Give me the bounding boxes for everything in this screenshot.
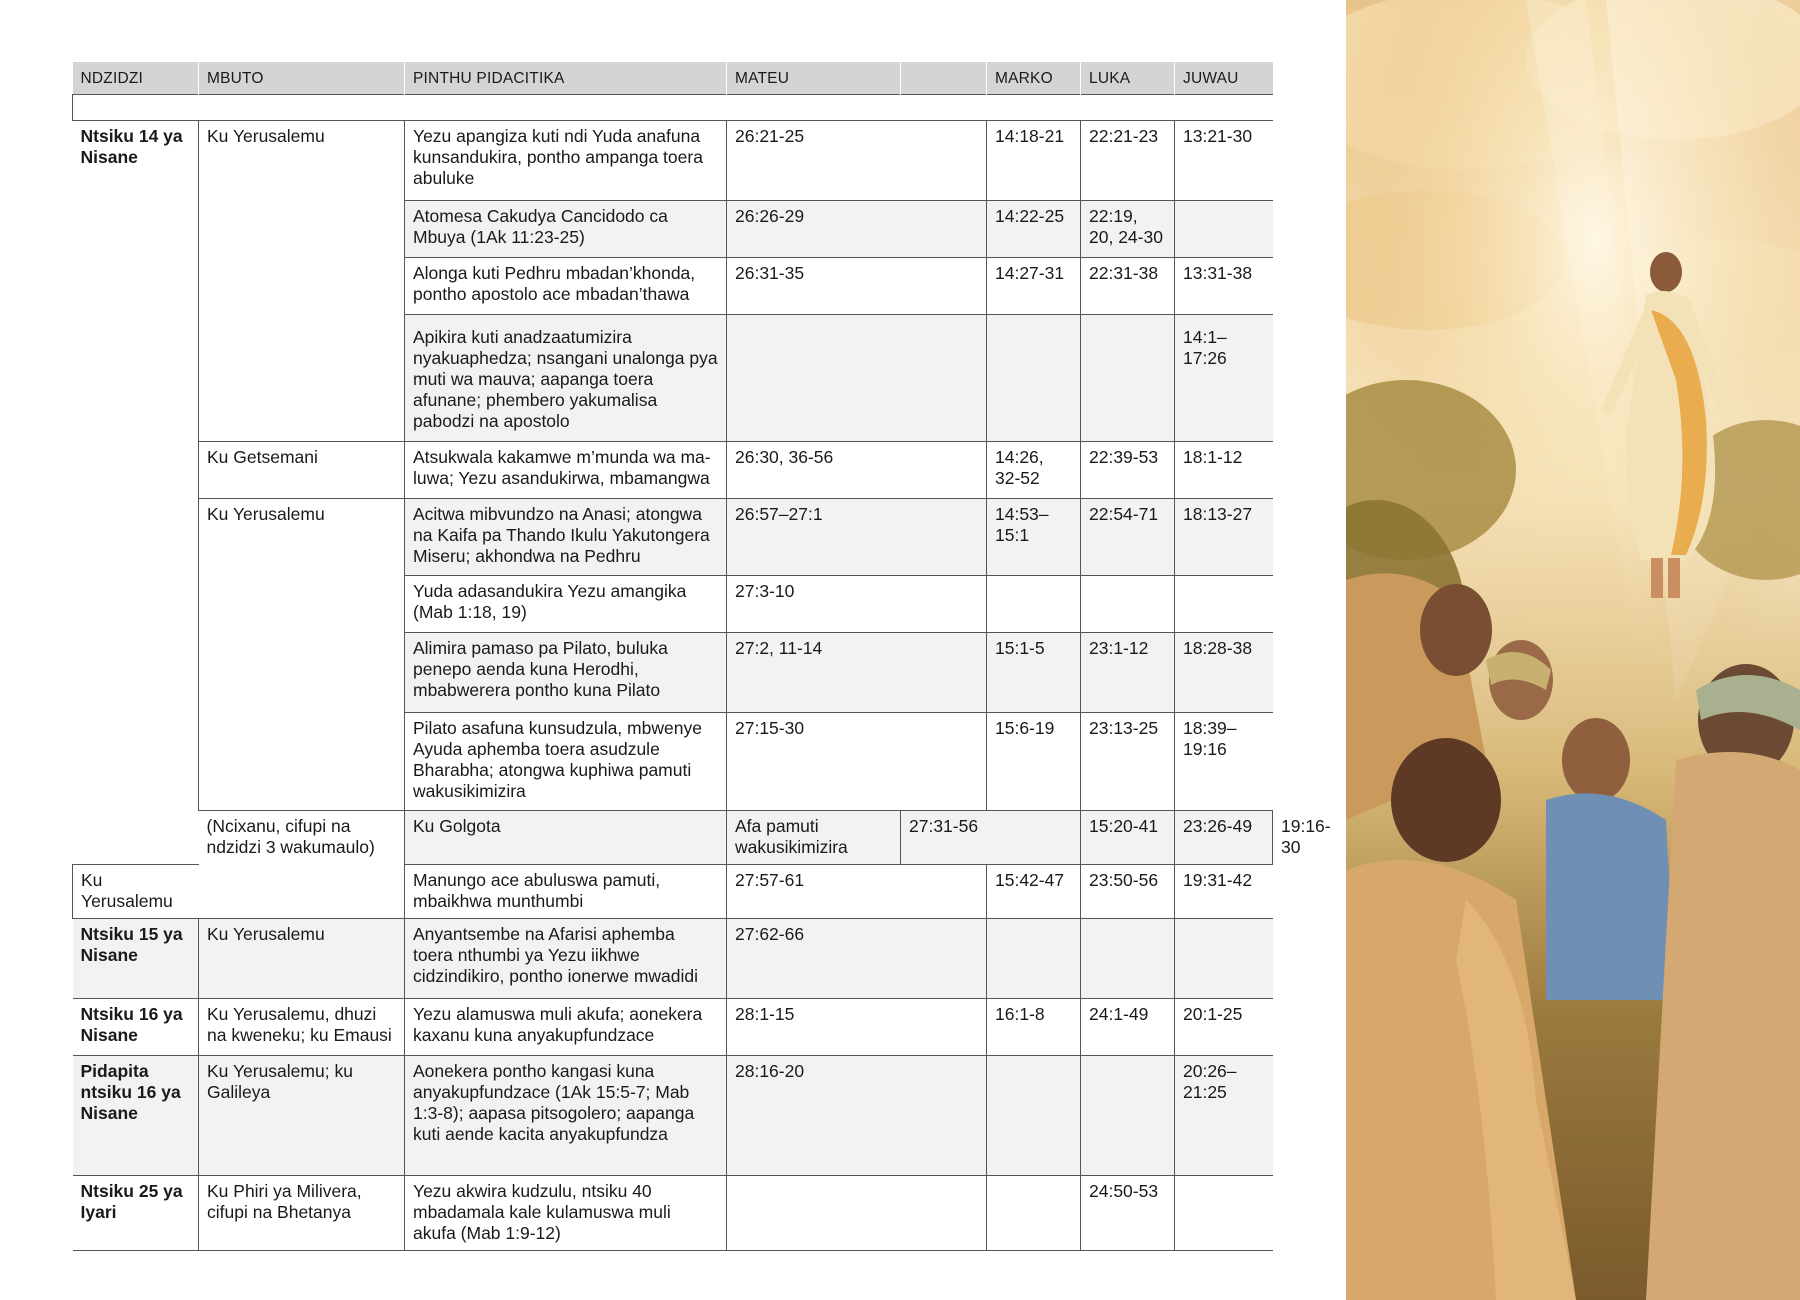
juwau-cell (1175, 201, 1273, 258)
luka-cell: 22:19, 20, 24-30 (1081, 201, 1175, 258)
juwau-cell: 20:26–21:25 (1175, 1056, 1273, 1176)
table-row (73, 1176, 1273, 1251)
juwau-cell (1175, 1176, 1273, 1251)
juwau-cell: 19:31-42 (1175, 865, 1273, 919)
event-cell: Alonga kuti Pedhru mbadan’khonda, pontho apostolo ace mbadan’thawa (405, 258, 727, 315)
luka-cell: 23:1-12 (1081, 633, 1175, 713)
mateu-cell: 27:31-56 (901, 811, 1081, 865)
place-cell: Ku Yerusalemu (73, 865, 199, 919)
event-cell: Alimira pamaso pa Pilato, buluka penepo aenda kuna Herodhi, mbabwerera pontho kuna Pilato (405, 633, 727, 713)
mateu-cell: 26:21-25 (727, 121, 987, 201)
event-cell: Atsukwala kakamwe m’munda wa ma-luwa; Yezu asandukirwa, mbamangwa (405, 442, 727, 499)
luka-cell (1081, 576, 1175, 633)
marko-cell: 15:1-5 (987, 633, 1081, 713)
mateu-cell (727, 315, 987, 442)
mateu-cell: 26:31-35 (727, 258, 987, 315)
event-cell: Manungo ace abuluswa pamuti, mbaikhwa munthumbi (405, 865, 727, 919)
marko-cell: 14:18-21 (987, 121, 1081, 201)
place-cell: Ku Golgota (405, 811, 727, 865)
juwau-cell: 13:31-38 (1175, 258, 1273, 315)
juwau-cell: 18:28-38 (1175, 633, 1273, 713)
event-cell: Anyantsembe na Afarisi aphemba toera nthumbi ya Yezu iikhwe cidzindikiro, pontho ionerwe mwadidi (405, 919, 727, 999)
day-cell: Ntsiku 16 ya Nisane (73, 999, 199, 1056)
juwau-cell (1175, 576, 1273, 633)
day-cell: Ntsiku 15 ya Nisane (73, 919, 199, 999)
place-cell: Ku Yerusalemu (199, 919, 405, 999)
mateu-cell: 27:3-10 (727, 576, 987, 633)
event-cell: Acitwa mibvundzo na Anasi; atongwa na Kaifa pa Thando Ikulu Yakutongera Miseru; akhondwa na Pedhru (405, 499, 727, 576)
place-cell: Ku Yerusalemu (199, 121, 405, 442)
juwau-cell: 13:21-30 (1175, 121, 1273, 201)
event-cell: Afa pamuti wakusikimizira (727, 811, 901, 865)
table-header-row (73, 62, 1273, 95)
table-row (73, 442, 1273, 499)
marko-cell (987, 1056, 1081, 1176)
marko-cell: 15:6-19 (987, 713, 1081, 811)
marko-cell: 14:27-31 (987, 258, 1081, 315)
event-cell: Apikira kuti anadzaatumizira nyakuaphedza; nsangani unalonga pya muti wa mauva; aapanga toera afunane; phembero yakumalisa pabodzi na apostolo (405, 315, 727, 442)
day-cell-blank (73, 442, 199, 865)
mateu-cell: 27:2, 11-14 (727, 633, 987, 713)
gospel-harmony-table (72, 62, 1331, 1251)
table-row (73, 121, 1273, 201)
jesus-ascending-with-disciples-illustration (1346, 0, 1800, 1300)
mateu-cell: 27:62-66 (727, 919, 987, 999)
marko-cell: 14:22-25 (987, 201, 1081, 258)
juwau-cell: 18:1-12 (1175, 442, 1273, 499)
mateu-cell: 27:15-30 (727, 713, 987, 811)
header-mbuto: MBUTO (199, 62, 405, 95)
marko-cell: 14:26, 32-52 (987, 442, 1081, 499)
juwau-cell: 20:1-25 (1175, 999, 1273, 1056)
mateu-cell: 28:1-15 (727, 999, 987, 1056)
event-cell: Yuda adasandukira Yezu amangika (Mab 1:18, 19) (405, 576, 727, 633)
event-cell: Pilato asafuna kunsudzula, mbwenye Ayuda aphemba toera asudzule Bharabha; atongwa kuphiwa pamuti wakusikimizira (405, 713, 727, 811)
mateu-cell (727, 1176, 987, 1251)
day-cell: Ntsiku 14 ya Nisane (73, 121, 199, 442)
luka-cell (1081, 919, 1175, 999)
marko-cell: 15:42-47 (987, 865, 1081, 919)
mateu-cell: 26:57–27:1 (727, 499, 987, 576)
place-cell: Ku Phiri ya Milivera, cifupi na Bhetanya (199, 1176, 405, 1251)
luka-cell: 23:13-25 (1081, 713, 1175, 811)
juwau-cell (1175, 919, 1273, 999)
marko-cell (987, 1176, 1081, 1251)
luka-cell (1081, 1056, 1175, 1176)
mateu-cell: 26:30, 36-56 (727, 442, 987, 499)
day-cell: (Ncixanu, cifupi na ndzidzi 3 wakumaulo) (199, 811, 405, 919)
place-cell: Ku Yerusalemu; ku Galileya (199, 1056, 405, 1176)
day-cell: Pidapita ntsiku 16 ya Nisane (73, 1056, 199, 1176)
place-cell: Ku Yerusalemu, dhuzi na kweneku; ku Emausi (199, 999, 405, 1056)
table-row: (Ncixanu, cifupi na ndzidzi 3 wakumaulo) Ku Golgota Afa pamuti wakusikimizira 27:31-56 15:20-41 23:26-49 19:16-30 (73, 811, 1273, 865)
marko-cell: 16:1-8 (987, 999, 1081, 1056)
luka-cell: 24:50-53 (1081, 1176, 1175, 1251)
luka-cell: 24:1-49 (1081, 999, 1175, 1056)
luka-cell: 22:21-23 (1081, 121, 1175, 201)
day-cell: Ntsiku 25 ya Iyari (73, 1176, 199, 1251)
mateu-cell: 27:57-61 (727, 865, 987, 919)
marko-cell (987, 576, 1081, 633)
table-row (73, 999, 1273, 1056)
juwau-cell: 18:39–19:16 (1175, 713, 1273, 811)
luka-cell: 22:39-53 (1081, 442, 1175, 499)
header-marko: MARKO (987, 62, 1081, 95)
mateu-cell: 28:16-20 (727, 1056, 987, 1176)
juwau-cell: 14:1–17:26 (1175, 315, 1273, 442)
place-cell: Ku Yerusalemu (199, 499, 405, 811)
marko-cell: 14:53–15:1 (987, 499, 1081, 576)
marko-cell (987, 315, 1081, 442)
header-pinthu: PINTHU PIDACITIKA (405, 62, 727, 95)
table-row (73, 1056, 1273, 1176)
luka-cell: 22:54-71 (1081, 499, 1175, 576)
marko-cell: 15:20-41 (1081, 811, 1175, 865)
luka-cell: 23:26-49 (1175, 811, 1273, 865)
marko-cell (987, 919, 1081, 999)
juwau-cell: 18:13-27 (1175, 499, 1273, 576)
table-row (73, 499, 1273, 576)
luka-cell: 22:31-38 (1081, 258, 1175, 315)
event-cell: Yezu akwira kudzulu, ntsiku 40 mbadamala kale kulamuswa muli akufa (Mab 1:9-12) (405, 1176, 727, 1251)
header-luka: LUKA (1081, 62, 1175, 95)
event-cell: Yezu alamuswa muli akufa; aonekera kaxanu kuna anyakupfundzace (405, 999, 727, 1056)
illustration-drawing (1346, 0, 1800, 1300)
event-cell: Yezu apangiza kuti ndi Yuda anafuna kunsandukira, pontho ampanga toera abuluke (405, 121, 727, 201)
header-mateu: MATEU (727, 62, 901, 95)
event-cell: Aonekera pontho kangasi kuna anyakupfundzace (1Ak 15:5-7; Mab 1:3-8); aapasa pitsogolero; aapanga kuti aende kacita anyakupfundza (405, 1056, 727, 1176)
place-cell: Ku Getsemani (199, 442, 405, 499)
header-juwau: JUWAU (1175, 62, 1273, 95)
luka-cell: 23:50-56 (1081, 865, 1175, 919)
header-blank (901, 62, 987, 95)
luka-cell (1081, 315, 1175, 442)
event-cell: Atomesa Cakudya Cancidodo ca Mbuya (1Ak 11:23-25) (405, 201, 727, 258)
header-ndzidzi: NDZIDZI (73, 62, 199, 95)
mateu-cell: 26:26-29 (727, 201, 987, 258)
table-row (73, 919, 1273, 999)
